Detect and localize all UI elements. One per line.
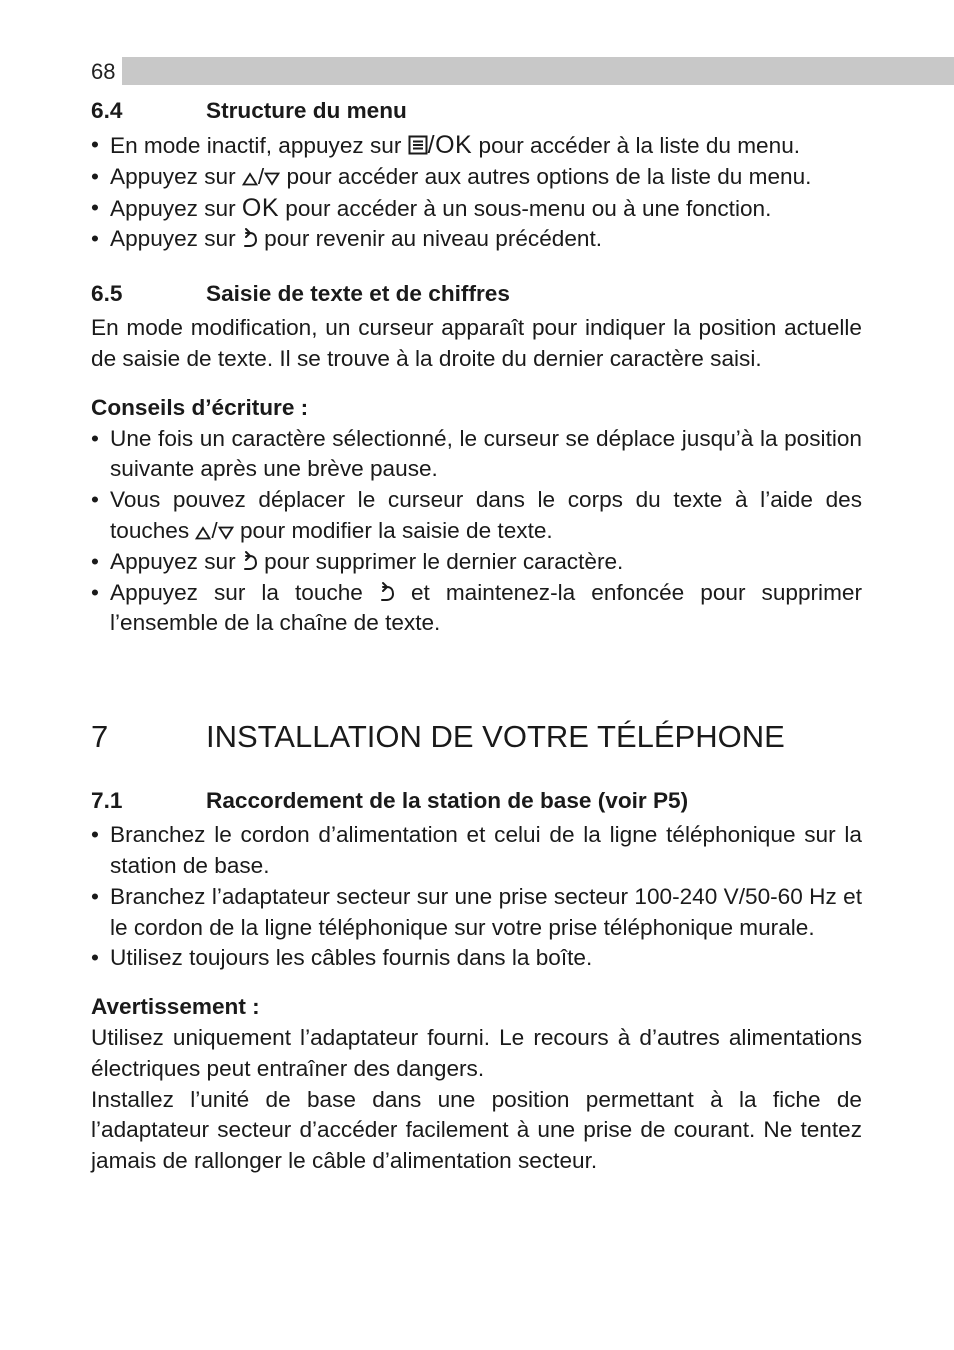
section-title: Structure du menu xyxy=(206,98,407,123)
section-6-5-heading xyxy=(91,279,862,309)
back-arrow-icon xyxy=(242,226,258,248)
list-item: • Appuyez sur la touche et maintenez-la enfoncée pour supprimer l’ensemble de la chaîne de texte. xyxy=(91,578,862,640)
list-item: • Branchez l’adaptateur secteur sur une prise secteur 100-240 V/50-60 Hz et le cordon de la ligne téléphonique sur votre prise téléphonique murale. xyxy=(91,882,862,944)
list-item: • Une fois un caractère sélectionné, le curseur se déplace jusqu’à la position suivante après une brève pause. xyxy=(91,424,862,486)
section-title: Raccordement de la station de base (voir P5) xyxy=(206,788,689,814)
list-item: • Vous pouvez déplacer le curseur dans le corps du texte à l’aide des touches / pour modifier la saisie de texte. xyxy=(91,485,862,547)
list-item: • Appuyez sur pour supprimer le dernier caractère. xyxy=(91,547,862,578)
warning-paragraph-1: Utilisez uniquement l’adaptateur fourni. Le recours à d’autres alimentations électriques peut entraîner des dangers. xyxy=(91,1024,862,1081)
menu-icon xyxy=(408,135,428,155)
list-item: • Branchez le cordon d’alimentation et celui de la ligne téléphonique sur la station de base. xyxy=(91,820,862,882)
text-entry-paragraph: En mode modification, un curseur apparaît pour indiquer la position actuelle de saisie de texte. Il se trouve à la droite du dernier caractère saisi. xyxy=(91,315,862,371)
section-7-1-heading xyxy=(91,786,862,816)
chapter-number: 7 xyxy=(91,719,109,755)
chapter-7-heading xyxy=(91,717,862,757)
base-station-list xyxy=(91,820,862,974)
section-title: Saisie de texte et de chiffres xyxy=(206,281,510,307)
section-6-4-heading xyxy=(91,96,862,126)
ok-key-label: OK xyxy=(241,193,279,222)
section-number: 6.5 xyxy=(91,281,123,307)
back-arrow-icon xyxy=(379,580,395,602)
section-number: 6.4 xyxy=(91,98,123,123)
warning-label: Avertissement : xyxy=(91,994,260,1020)
list-item: • Utilisez toujours les câbles fournis dans la boîte. xyxy=(91,943,862,974)
section-number: 7.1 xyxy=(91,788,123,814)
list-item: • Appuyez sur / pour accéder aux autres options de la liste du menu. xyxy=(91,162,862,193)
down-arrow-icon xyxy=(218,526,234,540)
list-item: • Appuyez sur pour revenir au niveau précédent. xyxy=(91,224,862,255)
tips-label: Conseils d’écriture : xyxy=(91,394,309,420)
up-arrow-icon xyxy=(195,526,211,540)
up-arrow-icon xyxy=(242,172,258,186)
menu-structure-list xyxy=(91,130,862,255)
list-item: • Appuyez sur OK pour accéder à un sous-menu ou à une fonction. xyxy=(91,193,862,225)
chapter-title: INSTALLATION DE VOTRE TÉLÉPHONE xyxy=(206,719,785,755)
tips-list xyxy=(91,424,862,640)
header-bar xyxy=(91,57,954,85)
page-number: 68 xyxy=(91,57,122,85)
down-arrow-icon xyxy=(264,172,280,186)
warning-paragraph-2: Installez l’unité de base dans une position permettant à la fiche de l’adaptateur secteur d’accéder facilement à une prise de courant. Ne tentez jamais de rallonger le câble d’alimentation secteur. xyxy=(91,1086,862,1174)
list-item: • En mode inactif, appuyez sur /OK pour accéder à la liste du menu. xyxy=(91,130,862,162)
page-content xyxy=(91,96,862,1177)
back-arrow-icon xyxy=(242,549,258,571)
